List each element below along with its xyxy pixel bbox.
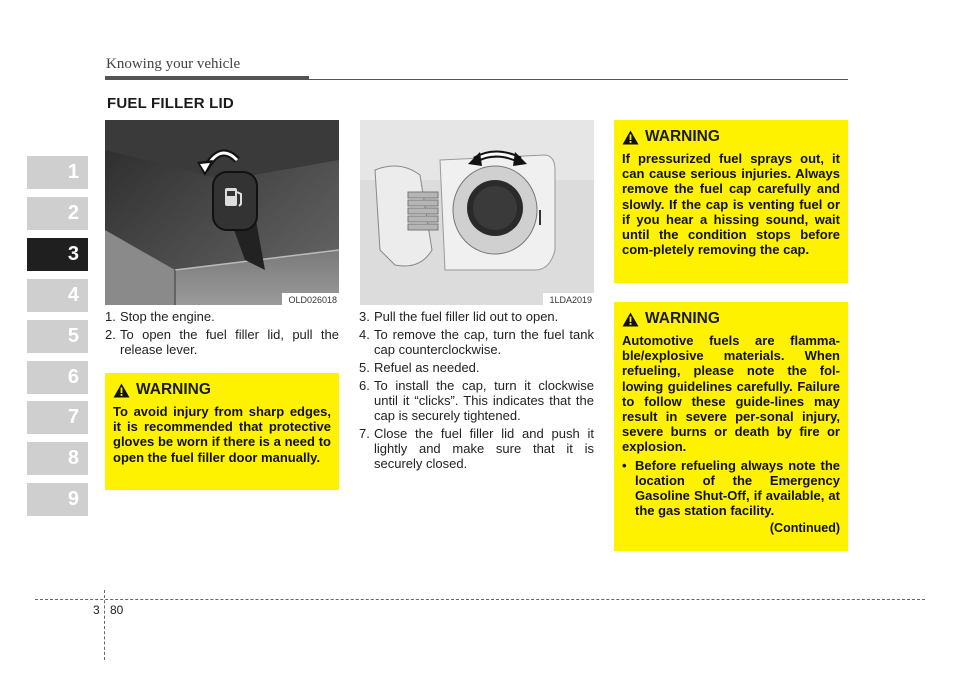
bullet-dot: • xyxy=(622,457,627,473)
steps-left xyxy=(105,309,339,360)
continued-label: (Continued) xyxy=(769,521,840,536)
warning-text: If pressurized fuel sprays out, it can cause serious injuries. Always remove the fuel cap carefully and slowly. If the cap is venting fuel or if you hear a hissing sound, wait until the condition stops before com-pletely removing the cap. xyxy=(622,151,840,258)
section-title: FUEL FILLER LID xyxy=(107,95,234,112)
step-number: 6. xyxy=(359,378,370,393)
warning-box-pressurized-fuel xyxy=(614,120,848,283)
step-text: Close the fuel filler lid and push it lightly and make sure that it is securely closed. xyxy=(374,426,594,471)
chapter-tab-3[interactable]: 3 xyxy=(27,238,88,271)
warning-text-block xyxy=(622,333,840,537)
chapter-tab-9[interactable]: 9 xyxy=(27,483,88,516)
step-number: 2. xyxy=(105,327,116,342)
warning-triangle-icon xyxy=(622,130,639,145)
step-item xyxy=(359,360,594,375)
fuel-cap-photo xyxy=(360,120,594,305)
step-text: Pull the fuel filler lid out to open. xyxy=(374,309,559,324)
warning-box-gloves xyxy=(105,373,339,490)
chapter-tab-5[interactable]: 5 xyxy=(27,320,88,353)
warning-heading xyxy=(113,381,331,399)
bullet-text: Before refueling always note the location of the Emergency Gasoline Shut-Off, if available, at the gas station facility. xyxy=(635,457,840,519)
step-number: 7. xyxy=(359,426,370,441)
warning-heading xyxy=(622,128,840,146)
warning-text: To avoid injury from sharp edges, it is recommended that protective gloves be worn if there is a need to open the fuel filler door manually. xyxy=(113,404,331,465)
step-text: Refuel as needed. xyxy=(374,360,480,375)
chapter-tab-8[interactable]: 8 xyxy=(27,442,88,475)
header-rule-accent xyxy=(105,76,309,80)
step-item xyxy=(105,309,339,324)
running-header: Knowing your vehicle xyxy=(106,56,241,72)
chapter-tab-4[interactable]: 4 xyxy=(27,279,88,312)
step-number: 1. xyxy=(105,309,116,324)
step-item xyxy=(105,327,339,357)
fuel-cap-illustration xyxy=(360,120,594,305)
release-lever-illustration xyxy=(105,120,339,305)
warning-title: WARNING xyxy=(645,310,720,327)
step-number: 3. xyxy=(359,309,370,324)
warning-box-flammable-fuels xyxy=(614,302,848,551)
warning-title: WARNING xyxy=(136,381,211,398)
step-item xyxy=(359,327,594,357)
photo-code-left: OLD026018 xyxy=(282,293,339,305)
footer-page-number: 80 xyxy=(110,603,124,617)
warning-heading xyxy=(622,310,840,328)
step-text: Stop the engine. xyxy=(120,309,215,324)
step-item xyxy=(359,378,594,423)
chapter-tab-6[interactable]: 6 xyxy=(27,361,88,394)
step-item xyxy=(359,426,594,471)
step-text: To remove the cap, turn the fuel tank cap counterclockwise. xyxy=(374,327,594,357)
step-number: 4. xyxy=(359,327,370,342)
step-text: To install the cap, turn it clockwise until it “clicks”. This indicates that the cap is securely tightened. xyxy=(374,378,594,423)
chapter-tab-7[interactable]: 7 xyxy=(27,401,88,434)
chapter-tab-1[interactable]: 1 xyxy=(27,156,88,189)
warning-triangle-icon xyxy=(113,383,130,398)
step-text: To open the fuel filler lid, pull the release lever. xyxy=(120,327,339,357)
footer-section-number: 3 xyxy=(93,603,100,617)
step-item xyxy=(359,309,594,324)
warning-bullet xyxy=(622,458,840,519)
warning-triangle-icon xyxy=(622,312,639,327)
steps-middle xyxy=(359,309,594,474)
release-lever-photo xyxy=(105,120,339,305)
warning-text: Automotive fuels are flamma-ble/explosive materials. When refueling, please note the fol-lowing guidelines carefully. Failure to follow these guide-lines may result in severe per-sonal injury, severe burns or death by fire or explosion. xyxy=(622,333,840,455)
footer-rule xyxy=(35,599,925,600)
warning-title: WARNING xyxy=(645,128,720,145)
photo-code-middle: 1LDA2019 xyxy=(543,293,594,305)
footer-divider xyxy=(104,590,105,660)
chapter-tab-2[interactable]: 2 xyxy=(27,197,88,230)
step-number: 5. xyxy=(359,360,370,375)
